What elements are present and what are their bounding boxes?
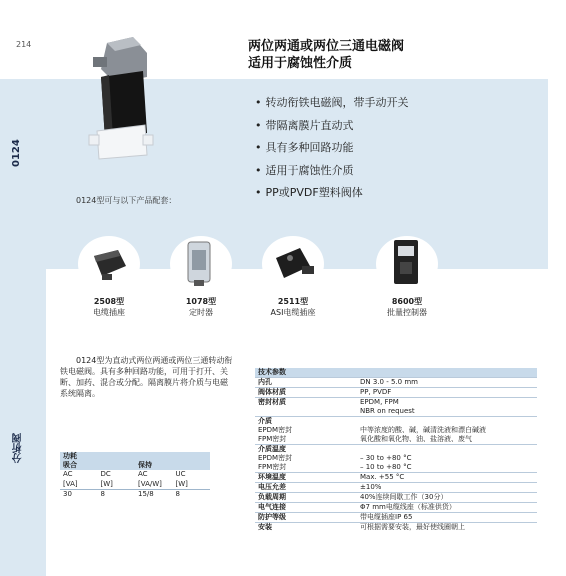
spec-value: Φ7 mm电缆线座（标准供货）	[357, 503, 537, 513]
accessory-1078-image	[170, 236, 232, 292]
spec-label: EPDM密封	[258, 426, 293, 435]
accessory-name: 定时器	[189, 308, 213, 317]
spec-value: NBR on request	[360, 407, 415, 415]
power-unit-cell: [W]	[173, 480, 211, 490]
spec-value	[357, 417, 537, 427]
feature-item: • 适用于腐蚀性介质	[255, 162, 409, 185]
spec-value: 中等浓度的酸、碱，碱清洗液和漂白碱液	[360, 426, 486, 435]
accessory-name: 电缆插座	[93, 308, 125, 317]
spec-value: 40%连续间歇工作（30分）	[357, 493, 537, 503]
feature-list	[255, 94, 409, 207]
feature-item: • PP或PVDF塑料阀体	[255, 184, 409, 207]
power-unit-cell: [W]	[98, 480, 136, 490]
power-group-pickup: 吸合	[63, 461, 77, 470]
power-value-cell: 8	[100, 489, 105, 498]
accessory-name: 批量控制器	[387, 308, 427, 317]
compatibility-label: 0124型可与以下产品配套：	[76, 196, 177, 205]
spec-label: 负载周期	[255, 493, 357, 503]
accessory-2508-image	[78, 236, 140, 292]
power-unit-cell: [VA/W]	[135, 480, 173, 490]
power-header-cell: AC	[63, 470, 73, 479]
accessory-8600-caption	[362, 296, 452, 318]
feature-item: • 具有多种回路功能	[255, 139, 409, 162]
accessory-model: 1078型	[185, 297, 217, 306]
tech-spec-table	[255, 368, 537, 532]
title-line-2: 适用于腐蚀性介质	[248, 56, 353, 71]
spec-label: 介质	[255, 417, 357, 427]
spec-value	[357, 445, 537, 455]
accessory-1078-caption	[156, 296, 246, 318]
accessory-model: 2508型	[93, 297, 125, 306]
spec-label: 环境温度	[255, 473, 357, 483]
spec-label: EPDM密封	[258, 454, 293, 463]
power-title: 功耗	[63, 452, 77, 461]
accessory-2511-caption	[248, 296, 338, 318]
spec-value: EPDM, FPM	[357, 398, 537, 408]
spec-label: 电压允差	[255, 483, 357, 493]
spec-label	[255, 407, 357, 417]
spec-label: 内孔	[255, 378, 357, 388]
sidebar-product-label: 0124	[11, 139, 22, 167]
power-value-cell: 30	[63, 489, 72, 498]
spec-value: Max. +55 °C	[357, 473, 537, 483]
accessory-model: 8600型	[391, 297, 423, 306]
spec-value: 可根据需要安装，最好使线圈朝上	[357, 523, 537, 533]
spec-value: 氧化酸和氧化物、油、盐溶液、废气	[360, 435, 472, 444]
spec-label: 安装	[255, 523, 357, 533]
spec-label: 介质温度	[255, 445, 357, 455]
spec-label: FPM密封	[258, 463, 287, 472]
page-title	[248, 38, 404, 72]
accessory-2511-image	[262, 236, 324, 292]
product-description: 0124型为直动式两位两通或两位三通转动衔铁电磁阀。具有多种回路功能，可用于打开、关断、加药、混合或分配。隔离膜片将介质与电磁系统隔离。	[60, 356, 233, 398]
spec-label: 阀体材质	[255, 388, 357, 398]
spec-value: – 30 to +80 °C	[360, 454, 412, 463]
page-number: 214	[16, 40, 32, 49]
spec-label: 电气连接	[255, 503, 357, 513]
tech-title: 技术参数	[255, 368, 537, 378]
power-value-cell: 15/8	[138, 489, 154, 498]
sidebar-category-label: 分析阀	[13, 433, 24, 463]
power-header-cell: AC	[138, 470, 148, 479]
spec-value: – 10 to +80 °C	[360, 463, 412, 472]
accessory-8600-image	[376, 236, 438, 292]
power-unit-cell: [VA]	[60, 480, 98, 490]
accessory-name: ASI电缆插座	[270, 308, 316, 317]
feature-item: • 带隔离膜片直动式	[255, 117, 409, 140]
feature-item: • 转动衔铁电磁阀，带手动开关	[255, 94, 409, 117]
power-table	[60, 452, 210, 499]
spec-value: 带电缆插座IP 65	[357, 513, 537, 523]
accessory-2508-caption	[64, 296, 154, 318]
power-header-cell: DC	[100, 470, 111, 479]
spec-label: 防护等级	[255, 513, 357, 523]
spec-value: DN 3.0 - 5.0 mm	[357, 378, 537, 388]
power-group-hold: 保持	[138, 461, 152, 470]
accessory-model: 2511型	[277, 297, 309, 306]
power-value-cell: 8	[175, 489, 180, 498]
spec-label: 密封材质	[255, 398, 357, 408]
spec-value: PP, PVDF	[357, 388, 537, 398]
spec-label: FPM密封	[258, 435, 287, 444]
valve-product-image	[85, 35, 155, 160]
title-line-1: 两位两通或两位三通电磁阀	[248, 39, 405, 54]
spec-value: ±10%	[357, 483, 537, 493]
power-header-cell: UC	[175, 470, 186, 479]
